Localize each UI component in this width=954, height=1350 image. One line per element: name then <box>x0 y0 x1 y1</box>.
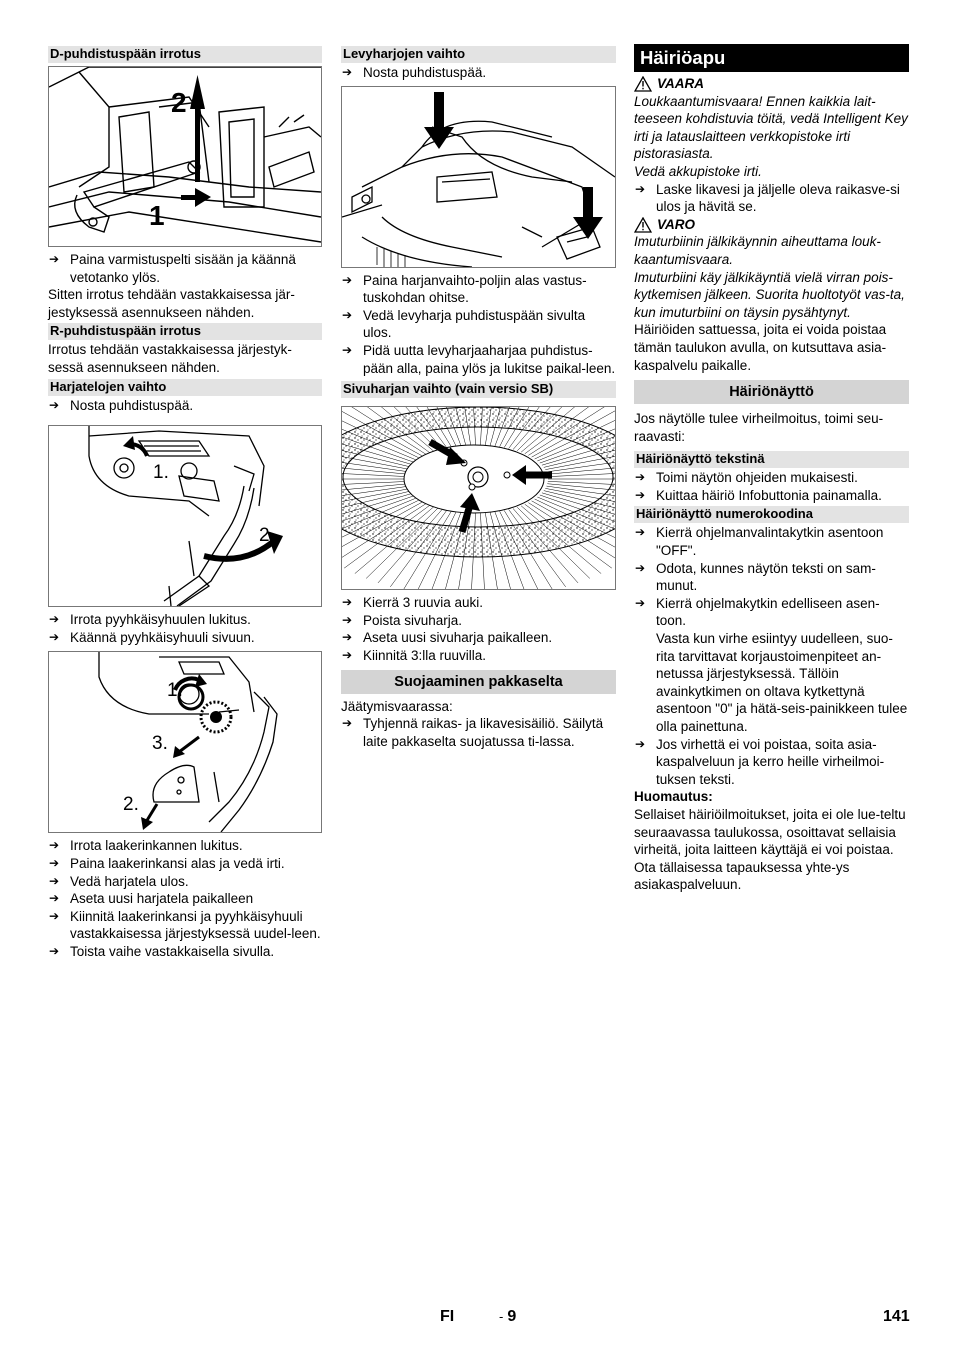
paragraph: Irrotus tehdään vastakkaisessa järjestyk-sessä asennukseen nähden. <box>48 342 292 375</box>
instruction-step: ➔ Kierrä ohjelmanvalintakytkin asentoon "OFF". <box>634 524 909 559</box>
instruction-step: ➔ Toista vaihe vastakkaisella sivulla. <box>48 943 322 961</box>
subsection-title-text-display: Häiriönäyttö tekstinä <box>634 451 909 468</box>
column-left <box>48 44 322 961</box>
caution-label: VARO <box>657 216 696 232</box>
footer-page-number: 141 <box>883 1308 910 1325</box>
instruction-step: ➔ Vedä harjatela ulos. <box>48 873 322 891</box>
instruction-step: ➔ Irrota laakerinkannen lukitus. <box>48 837 322 855</box>
instruction-step: ➔ Aseta uusi harjatela paikalleen <box>48 890 322 908</box>
instruction-step: ➔ Tyhjennä raikas- ja likavesisäiliö. Säilytä laite pakkaselta suojatussa ti-lassa. <box>341 715 616 750</box>
caution-text: Imuturbiini käy jälkikäyntiä vielä virran pois-kytkemisen jälkeen. Suorita huoltotyöt vas-ta, kun imuturbiini on täysin pysähtynyt. <box>634 269 905 320</box>
paragraph: Häiriöiden sattuessa, joita ei voida poistaa tämän taulukon avulla, on kutsuttava asia-kaspalvelu paikalle. <box>634 322 887 373</box>
figure-squeegee-lip <box>48 425 322 607</box>
figure-bearing-cover <box>48 651 322 833</box>
instruction-step: ➔ Toimi näytön ohjeiden mukaisesti. <box>634 469 909 487</box>
instruction-step: ➔ Aseta uusi sivuharja paikalleen. <box>341 629 616 647</box>
instruction-step: ➔ Paina laakerinkansi alas ja vedä irti. <box>48 855 322 873</box>
figure-side-brush <box>341 406 616 590</box>
instruction-step: ➔ Irrota pyyhkäisyhuulen lukitus. <box>48 611 322 629</box>
section-title-side-brush: Sivuharjan vaihto (vain versio SB) <box>341 381 616 398</box>
instruction-step: ➔ Käännä pyyhkäisyhuuli sivuun. <box>48 629 322 647</box>
instruction-step: ➔ Kiinnitä laakerinkansi ja pyyhkäisyhuuli vastakkaisessa järjestyksessä uudel-leen. <box>48 908 322 943</box>
instruction-step: ➔ Kiinnitä 3:lla ruuvilla. <box>341 647 616 665</box>
figure-step-label: 1 <box>149 200 165 231</box>
instruction-step: ➔ Laske likavesi ja jäljelle oleva raikasve-si ulos ja hävitä se. <box>634 181 909 216</box>
warning-triangle-icon <box>634 76 652 92</box>
note-text: Sellaiset häiriöilmoitukset, joita ei ole lue-teltu seuraavassa taulukossa, osoittavat sellaisia virheitä, joita laitteen käyttäjä ei voi poistaa. Ota tällaisessa tapauksessa yhte-ys asiakaspalveluun. <box>634 806 906 893</box>
figure-disc-brush <box>341 86 616 268</box>
figure-d-head-removal <box>48 66 322 247</box>
figure-step-label: 1. <box>153 462 169 484</box>
section-title-frost: Suojaaminen pakkaselta <box>341 670 616 694</box>
warning-triangle-icon <box>634 217 652 233</box>
paragraph: Sitten irrotus tehdään vastakkaisessa jär-jestyksessä asennukseen nähden. <box>48 287 295 320</box>
section-title-r-head: R-puhdistuspään irrotus <box>48 323 322 340</box>
instruction-step: ➔ Paina varmistuspelti sisään ja käännä vetotanko ylös. <box>48 251 322 286</box>
danger-label: VAARA <box>657 76 704 91</box>
figure-step-label: 2 <box>171 87 187 118</box>
figure-step-label: 3. <box>152 733 168 755</box>
footer-language: FI <box>440 1308 455 1325</box>
figure-step-label: 2. <box>259 525 275 547</box>
instruction-step: ➔ Nosta puhdistuspää. <box>341 64 616 82</box>
instruction-step: ➔ Kierrä 3 ruuvia auki. <box>341 594 616 612</box>
section-title-roller-brush: Harjatelojen vaihto <box>48 379 322 396</box>
instruction-step: ➔ Kierrä ohjelmakytkin edelliseen asen-toon. <box>634 595 909 630</box>
instruction-continuation: Vasta kun virhe esiintyy uudelleen, suo-rita tarvittavat korjaustoimenpiteet an-netussa järjestyksessä. Tällöin avainkytkimen on oltava kytkettynä asentoon "0" ja hätä-seis-painikkeen tulee olla painettuna. <box>656 631 908 734</box>
footer-dash: - <box>499 1309 504 1324</box>
instruction-step: ➔ Jos virhettä ei voi poistaa, soita asia-kaspalveluun ja kerro heille virheilmoi-tuksen teksti. <box>634 736 909 789</box>
column-middle <box>341 44 616 750</box>
instruction-step: ➔ Nosta puhdistuspää. <box>48 397 322 415</box>
instruction-step: ➔ Poista sivuharja. <box>341 612 616 630</box>
subsection-title-code-display: Häiriönäyttö numerokoodina <box>634 506 909 523</box>
instruction-step: ➔ Paina harjanvaihto-poljin alas vastus-tuskohdan ohitse. <box>341 272 616 307</box>
figure-step-label: 1. <box>167 680 183 702</box>
chapter-title-troubleshooting: Häiriöapu <box>634 44 909 72</box>
danger-text: Vedä akkupistoke irti. <box>634 163 762 179</box>
instruction-step: ➔ Pidä uutta levyharjaaharjaa puhdistus-pään alla, paina ylös ja lukitse paikal-leen. <box>341 342 616 377</box>
column-right <box>634 44 909 894</box>
instruction-step: ➔ Kuittaa häiriö Infobuttonia painamalla. <box>634 487 909 505</box>
danger-text: Loukkaantumisvaara! Ennen kaikkia lait-teeseen kohdistuvia töitä, vedä Intelligent Key irti ja latauslaitteen verkkopistoke irti pistorasiasta. <box>634 93 908 162</box>
section-title-d-head: D-puhdistuspään irrotus <box>48 46 322 63</box>
note-label: Huomautus: <box>634 789 713 805</box>
figure-step-label: 2. <box>123 794 139 816</box>
danger-heading <box>634 75 909 93</box>
section-title-disc-brush: Levyharjojen vaihto <box>341 46 616 63</box>
caution-heading <box>634 216 909 234</box>
section-title-fault-display: Häiriönäyttö <box>634 380 909 404</box>
footer-sub-page <box>499 1308 516 1326</box>
instruction-step: ➔ Vedä levyharja puhdistuspään sivulta ulos. <box>341 307 616 342</box>
caution-text: Imuturbiinin jälkikäynnin aiheuttama louk-kaantumisvaara. <box>634 234 881 267</box>
paragraph: Jäätymisvaarassa: <box>341 698 453 714</box>
footer-sub-page-number: 9 <box>507 1308 517 1325</box>
instruction-step: ➔ Odota, kunnes näytön teksti on sam-munut. <box>634 560 909 595</box>
paragraph: Jos näytölle tulee virheilmoitus, toimi seu-raavasti: <box>634 411 884 444</box>
